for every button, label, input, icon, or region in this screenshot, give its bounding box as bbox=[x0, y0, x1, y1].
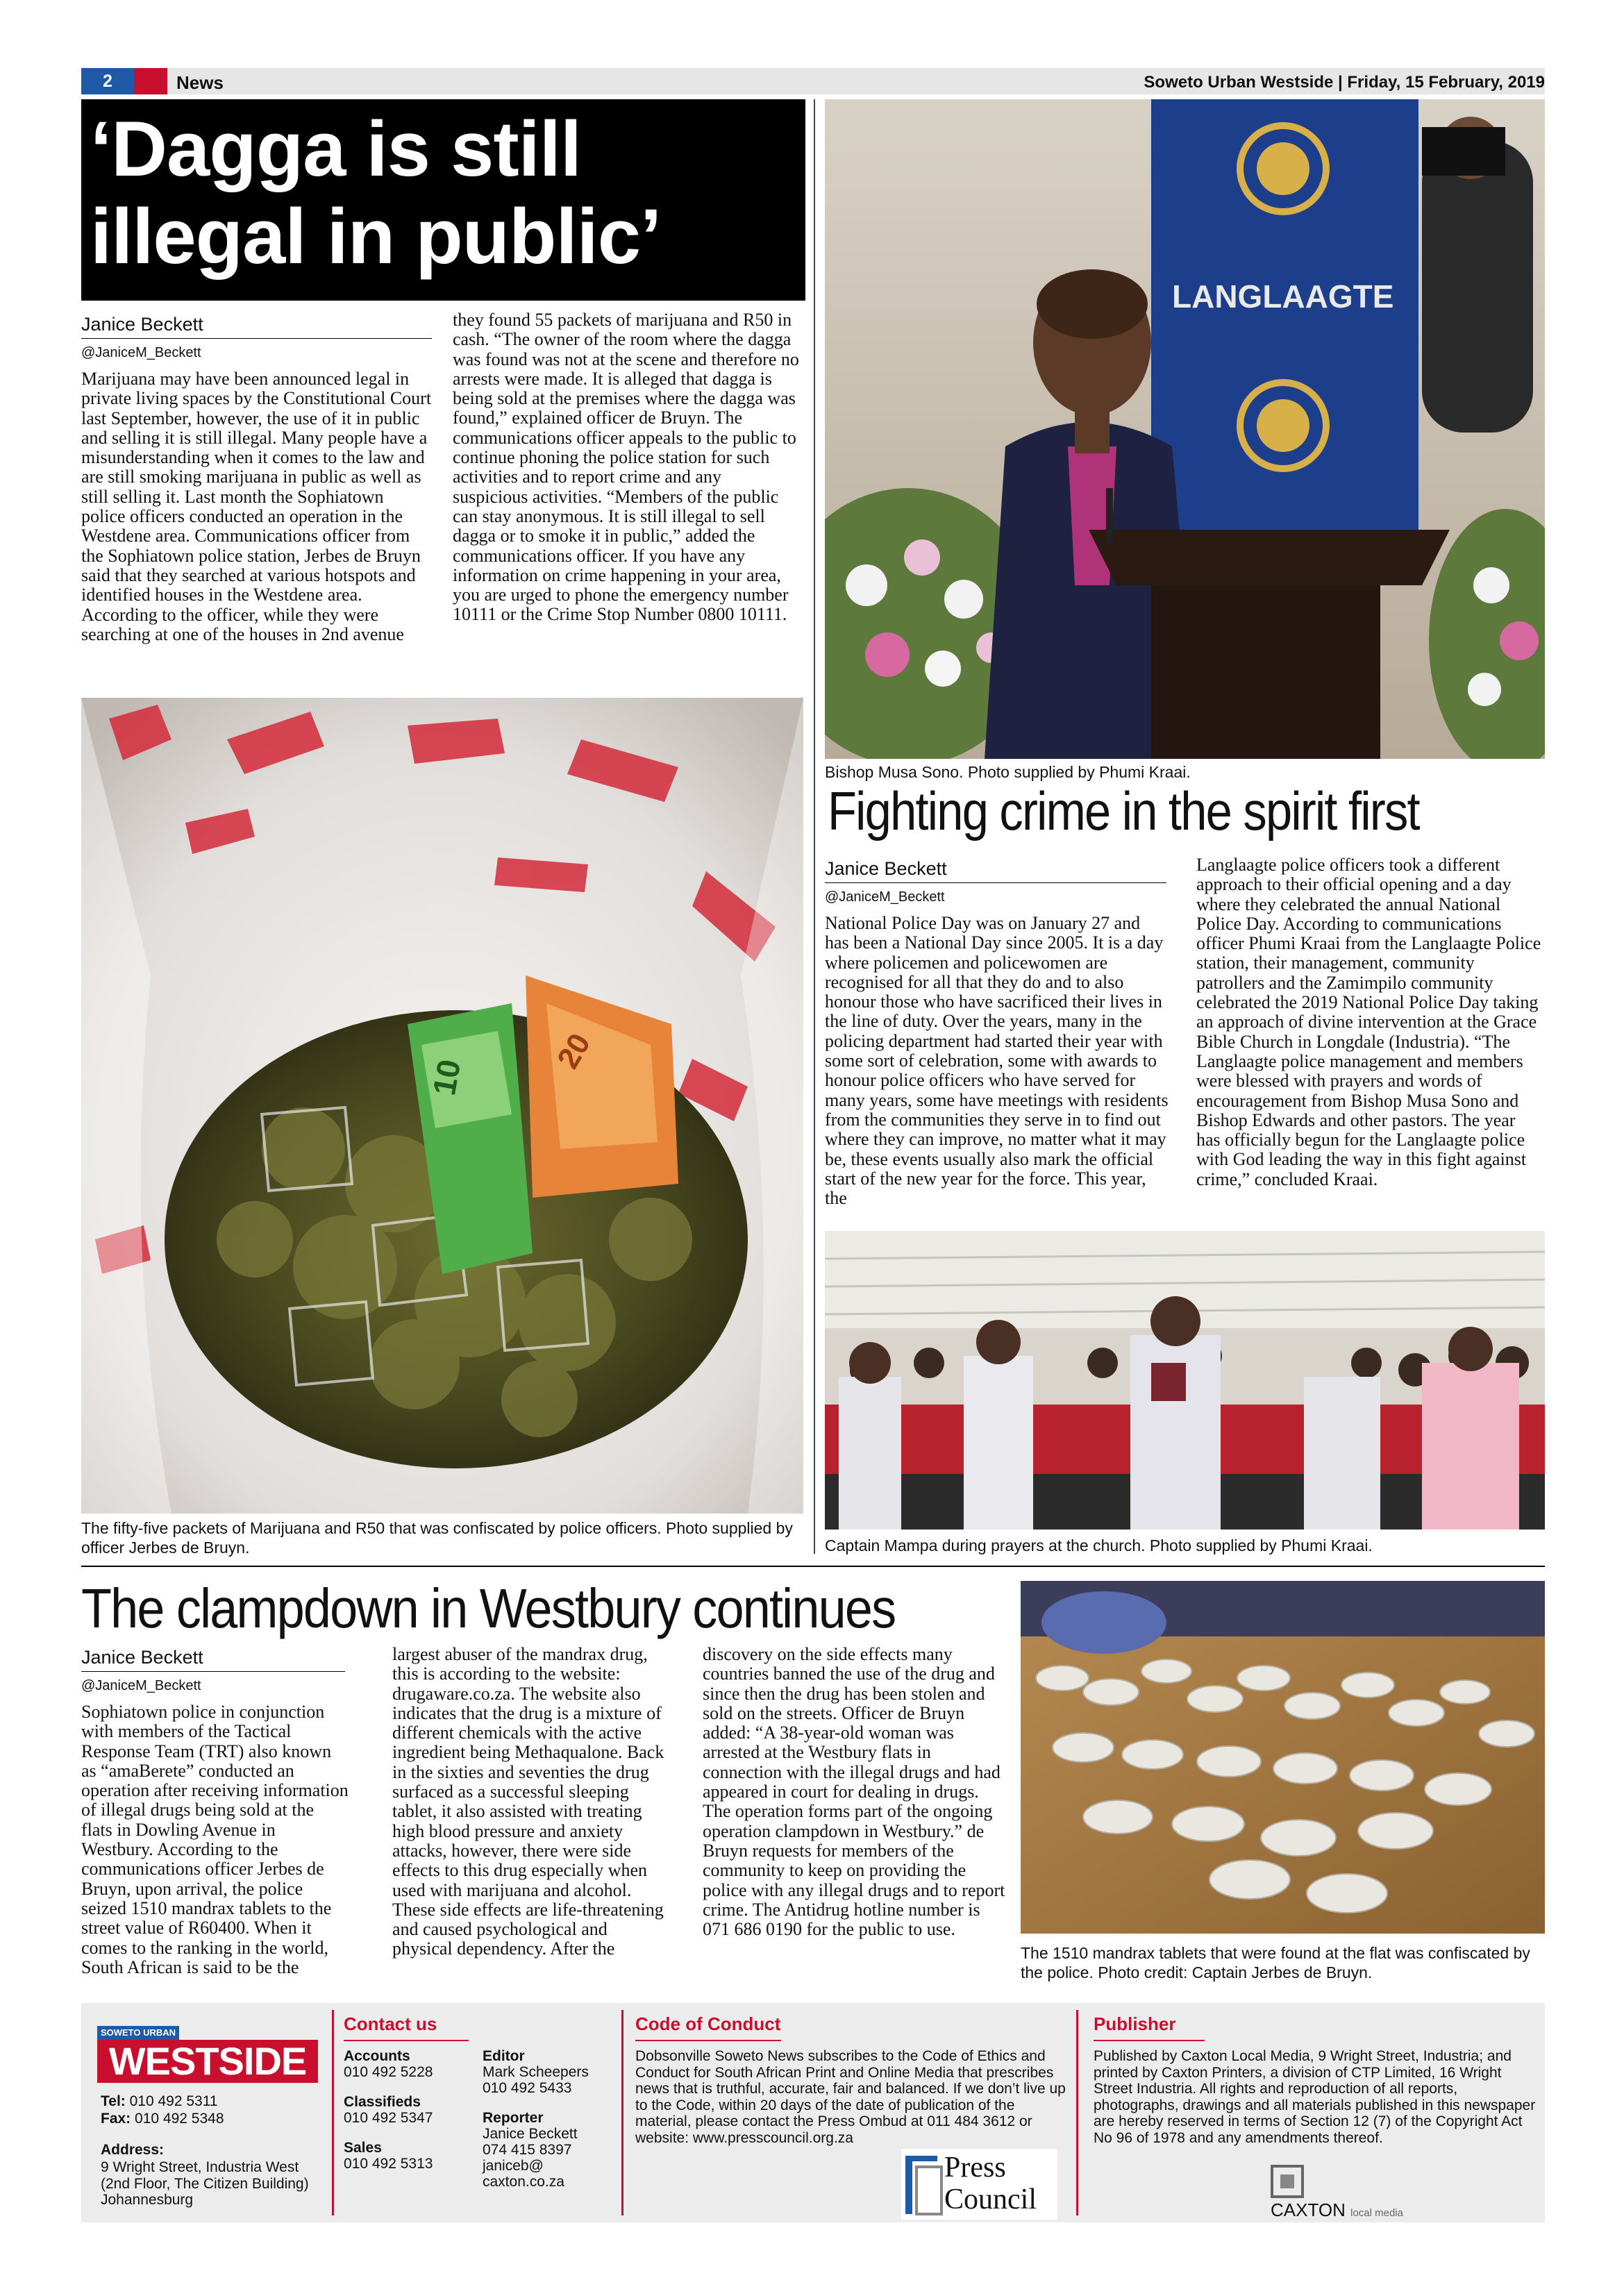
section-label: News bbox=[176, 72, 224, 93]
conduct-heading-rule bbox=[635, 2040, 781, 2041]
church-prayer-photo bbox=[825, 1231, 1545, 1530]
editor-name: Mark Scheepers bbox=[483, 2064, 589, 2080]
reporter-email-1: janiceb@ bbox=[483, 2158, 544, 2174]
press-council-text-2: Council bbox=[944, 2184, 1037, 2215]
article3-headline: The clampdown in Westbury continues bbox=[81, 1577, 896, 1639]
article2-handle: @JaniceM_Beckett bbox=[825, 889, 945, 905]
tel-line: Tel: 010 492 5311 bbox=[101, 2093, 218, 2109]
publisher-heading: Publisher bbox=[1094, 2013, 1176, 2034]
article3-author: Janice Beckett bbox=[81, 1647, 203, 1668]
church-photo-caption: Captain Mampa during prayers at the church. Photo supplied by Phumi Kraai. bbox=[825, 1536, 1373, 1555]
svg-text:20: 20 bbox=[551, 1028, 598, 1075]
classifieds-label: Classifieds bbox=[344, 2094, 421, 2110]
article1-column-2: they found 55 packets of marijuana and R50 in cash. “The owner of the room where the dagga was found was not at the scene and therefore no arrests were made. It is alleged that dagga is being sold at the premises where the dagga was found,” explained officer de Bruyn. The communications officer appeals to the public to continue phoning the police station for such activities and to report crime and any suspicious activities. “Members of the public can stay anonymous. It is still illegal to sell dagga or to smoke it in public,” added the communications officer. If you have any information on crime happening in your area, you are urged to phone the emergency number 10111 or the Crime Stop Number 0800 10111. bbox=[453, 310, 799, 625]
footer-divider bbox=[332, 2010, 334, 2215]
fax-line: Fax: 010 492 5348 bbox=[101, 2111, 224, 2127]
langlaagte-banner-text: LANGLAAGTE bbox=[1172, 278, 1394, 315]
sales-phone: 010 492 5313 bbox=[344, 2156, 433, 2172]
article3-column-3: discovery on the side effects many countries banned the use of the drug and since then the drug has been stolen and sold on the streets. Officer de Bruyn added: “A 38-year-old woman was arrested at the Westbury flats in connection with the illegal drugs and had appeared in court for dealing in drugs. The operation forms part of the ongoing operation clampdown in Westbury.” de Bruyn requests for members of the community to keep on providing the police with any illegal drugs and to report crime. The Antidrug hotline number is 071 686 0190 for the public to use. bbox=[703, 1644, 1005, 1940]
reporter-name: Janice Beckett bbox=[483, 2126, 578, 2142]
reporter-email-2: caxton.co.za bbox=[483, 2174, 564, 2190]
accounts-label: Accounts bbox=[344, 2048, 410, 2064]
accounts-phone: 010 492 5228 bbox=[344, 2064, 433, 2080]
address-label: Address: bbox=[101, 2142, 165, 2158]
article2-author: Janice Beckett bbox=[825, 858, 947, 879]
logo-small-text: SOWETO URBAN bbox=[97, 2026, 179, 2040]
caxton-logo-icon bbox=[1271, 2165, 1304, 2198]
page-number: 2 bbox=[81, 68, 134, 94]
byline-rule bbox=[81, 338, 432, 339]
contact-heading-rule bbox=[344, 2040, 469, 2041]
footer-divider bbox=[621, 2010, 623, 2215]
publication-dateline: Soweto Urban Westside | Friday, 15 February, 2019 bbox=[1144, 73, 1545, 92]
press-council-logo bbox=[901, 2149, 1057, 2220]
article2-headline: Fighting crime in the spirit first bbox=[828, 780, 1419, 841]
section-rule bbox=[81, 1566, 1545, 1567]
article1-handle: @JaniceM_Beckett bbox=[81, 345, 201, 360]
westside-logo: WESTSIDE bbox=[97, 2040, 318, 2083]
article3-handle: @JaniceM_Beckett bbox=[81, 1678, 201, 1693]
conduct-heading: Code of Conduct bbox=[635, 2013, 781, 2034]
article1-author: Janice Beckett bbox=[81, 314, 203, 335]
mandrax-photo-caption: The 1510 mandrax tablets that were found at the flat was confiscated by the police. Photo credit: Captain Jerbes de Bruyn. bbox=[1021, 1944, 1530, 1981]
publisher-heading-rule bbox=[1094, 2040, 1205, 2041]
reporter-phone: 074 415 8397 bbox=[483, 2142, 572, 2158]
bishop-photo bbox=[825, 99, 1545, 759]
footer-divider bbox=[1076, 2010, 1078, 2215]
byline-rule bbox=[81, 1671, 345, 1672]
byline-rule bbox=[825, 882, 1166, 883]
article3-column-1: Sophiatown police in conjunction with members of the Tactical Response Team (TRT) also known as “amaBerete” conducted an operation after receiving information of illegal drugs being sold at the flats in Dowling Avenue in Westbury. According to the communications officer Jerbes de Bruyn, upon arrival, the police seized 1510 mandrax tablets to the street value of R60400. When it comes to the ranking in the world, South African is said to be the bbox=[81, 1702, 349, 1977]
press-council-emblem-icon bbox=[903, 2152, 944, 2218]
svg-text:10: 10 bbox=[426, 1057, 468, 1098]
caxton-logo-text: CAXTON local media bbox=[1271, 2199, 1403, 2220]
column-divider bbox=[814, 99, 815, 1554]
conduct-text: Dobsonville Soweto News subscribes to the Code of Ethics and Conduct for South African Print and Online Media that prescribes news that is truthful, accurate, fair and balanced. If we don’t live up to the Code, within 20 days of the date of publication of the material, please contact the Press Ombud at 011 484 3612 or website: www.presscouncil.org.za bbox=[635, 2048, 1066, 2146]
article2-column-2: Langlaagte police officers took a different approach to their official opening and a day where they celebrated the annual National Police Day. According to communications officer Phumi Kraai from the Langlaagte Police station, their management, community patrollers and the Zamimpilo community celebrated the 2019 National Police Day taking an approach of divine intervention at the Grace Bible Church in Longdale (Industria). “The Langlaagte police management and members were blessed with prayers and words of encouragement from Bishop Musa Sono and Bishop Edwards and other pastors. The year has officially begun for the Langlaagte police with God leading the way in this fight against crime,” concluded Kraai. bbox=[1196, 855, 1541, 1189]
sales-label: Sales bbox=[344, 2140, 382, 2156]
article1-column-1: Marijuana may have been announced legal in private living spaces by the Constitutional Court last September, however, the use of it in public and selling it is still illegal. Many people have a misunderstanding when it comes to the law and are still smoking marijuana in public as well as still selling it. Last month the Sophiatown police officers conducted an operation in the Westdene area. Communications officer from the Sophiatown police station, Jerbes de Bruyn said that they searched at various hotspots and identified houses in the Westdene area. According to the officer, while they were searching at one of the houses in 2nd avenue bbox=[81, 369, 432, 644]
mandrax-tablets-photo bbox=[1021, 1581, 1545, 1934]
publisher-text: Published by Caxton Local Media, 9 Wright Street, Industria; and printed by Caxton Printers, a division of CTP Limited, 16 Wright Street Industria. All rights and reproduction of all reports, photographs, drawings and all materials published in this newspaper are hereby reserved in terms of Section 12 (7) of the Copyright Act No 96 of 1978 and any amendments thereof. bbox=[1094, 2048, 1536, 2146]
reporter-label: Reporter bbox=[483, 2110, 544, 2126]
bishop-photo-caption: Bishop Musa Sono. Photo supplied by Phumi Kraai. bbox=[825, 763, 1191, 781]
page-number-accent bbox=[134, 68, 167, 94]
editor-phone: 010 492 5433 bbox=[483, 2080, 572, 2096]
contact-heading: Contact us bbox=[344, 2013, 437, 2034]
editor-label: Editor bbox=[483, 2048, 525, 2064]
marijuana-photo-caption: The fifty-five packets of Marijuana and R50 that was confiscated by police officers. Photo supplied by officer Jerbes de Bruyn. bbox=[81, 1519, 793, 1557]
marijuana-photo bbox=[81, 698, 803, 1514]
article3-column-2: largest abuser of the mandrax drug, this is according to the website: drugaware.co.za. The website also indicates that the drug is a mixture of different chemicals with the active ingredient being Methaqualone. Back in the sixties and seventies the drug surfaced as a successful sleeping tablet, it also assisted with treating high blood pressure and anxiety attacks, however, there were side effects to this drug especially when used with marijuana and alcohol. These side effects are life-threatening and caused psychological and physical dependency. After the bbox=[392, 1644, 664, 1959]
press-council-text-1: Press bbox=[944, 2152, 1006, 2184]
classifieds-phone: 010 492 5347 bbox=[344, 2110, 433, 2126]
article1-headline: ‘Dagga is still illegal in public’ bbox=[90, 106, 662, 280]
article2-column-1: National Police Day was on January 27 and has been a National Day since 2005. It is a day where policemen and policewomen are recognised for all that they do and to also honour those who have sacrificed their lives in the line of duty. Over the years, many in the policing department had started their year with some sort of celebration, some with awards to honour police officers who have served for many years, some have meetings with residents from the communities they serve in to find out where they can improve, no matter what it may be, these events usually also mark the official start of the new year for the force. This year, the bbox=[825, 913, 1169, 1209]
address-text: 9 Wright Street, Industria West (2nd Floor, The Citizen Building) Johannesburg bbox=[101, 2159, 309, 2208]
